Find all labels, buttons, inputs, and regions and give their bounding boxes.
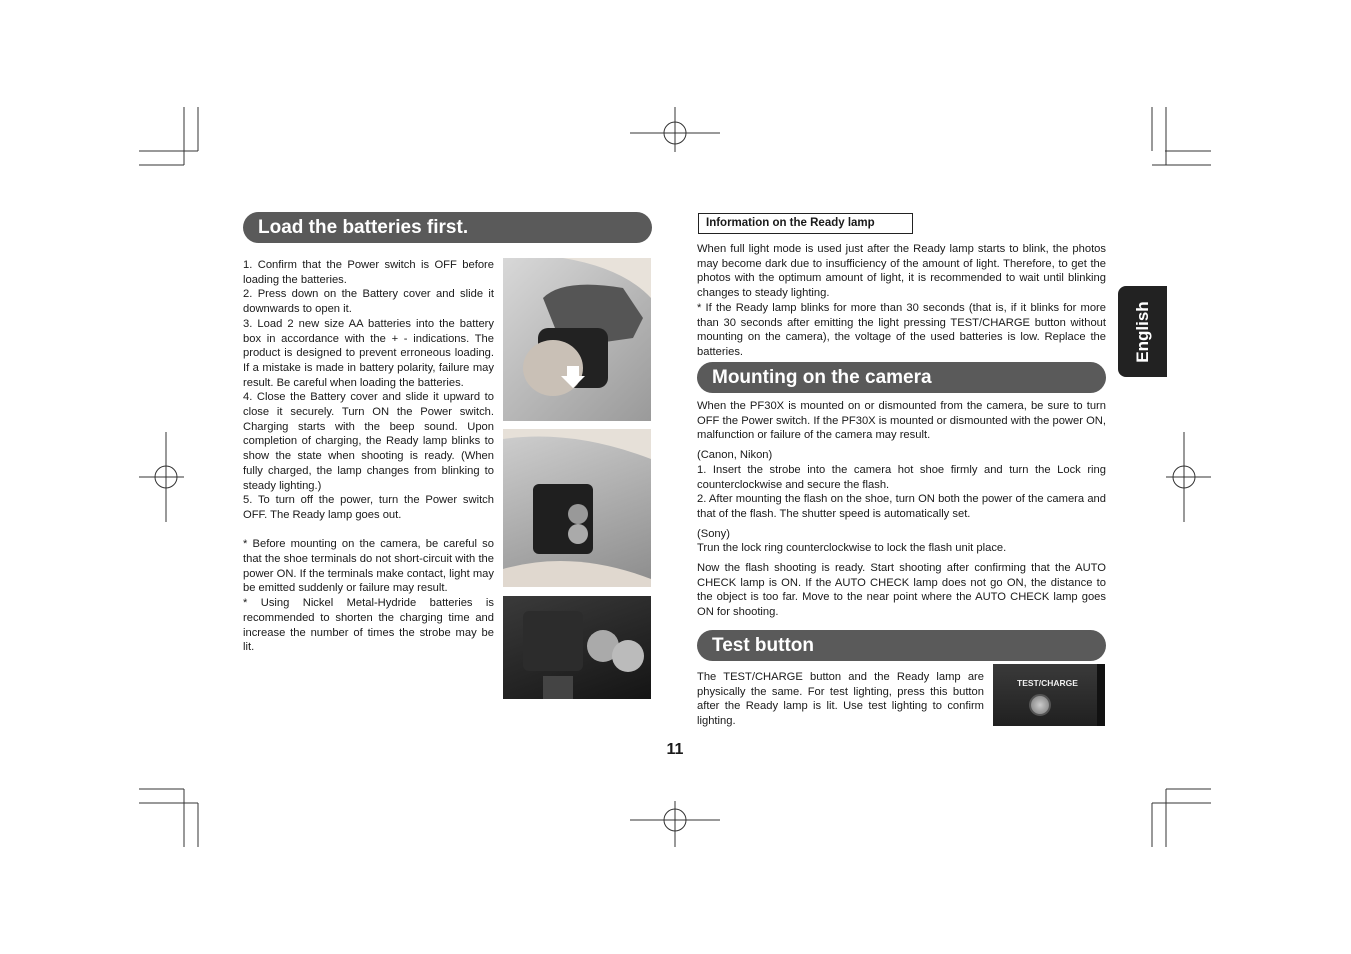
step-2: 2. Press down on the Battery cover and slide it downwards to open it. bbox=[243, 288, 494, 316]
photo-illustration bbox=[503, 258, 651, 421]
language-tab-label: English bbox=[1132, 300, 1152, 363]
language-tab bbox=[1118, 286, 1167, 377]
device-edge bbox=[1097, 664, 1105, 726]
section-heading-mounting: Mounting on the camera bbox=[697, 362, 1106, 393]
ready-text: Now the flash shooting is ready. Start shooting after confirming that the AUTO CHECK lamp is ON. If the AUTO CHECK lamp does not go ON, the distance to the object is too far. Move to the near point where the AUTO CHECK lamp goes ON for shooting. bbox=[697, 562, 1106, 619]
test-charge-label: TEST/CHARGE bbox=[1017, 678, 1078, 688]
step-5: 5. To turn off the power, turn the Power switch OFF. The Ready lamp goes out. bbox=[243, 494, 494, 521]
page-number: 11 bbox=[666, 741, 684, 758]
step-1: 1. Confirm that the Power switch is OFF before loading the batteries. bbox=[243, 259, 494, 286]
ready-lamp-info bbox=[697, 242, 1106, 360]
step-4: 4. Close the Battery cover and slide it upward to close it securely. Turn ON the Power switch. Charging starts with the beep sound. Upon completion of charging, the Ready lamp blinks to show the state when shooting is ready. (When fully charged, the lamp changes from blinking to steady lighting.) bbox=[243, 391, 494, 492]
photo-open-battery-cover bbox=[503, 258, 651, 421]
sony-text: Trun the lock ring counterclockwise to lock the flash unit place. bbox=[697, 542, 1007, 555]
canon-step-2: 2. After mounting the flash on the shoe, turn ON both the power of the camera and that of the flash. The shutter speed is automatically set. bbox=[697, 493, 1106, 520]
info-paragraph: * If the Ready lamp blinks for more than 30 seconds (that is, if it blinks for more than 30 seconds after emitting the light pressing TEST/CHARGE button without mounting on the camera), the voltage of the used batteries is low. Replace the batteries. bbox=[697, 301, 1106, 358]
photo-illustration bbox=[503, 429, 651, 587]
step-3: 3. Load 2 new size AA batteries into the battery box in accordance with the + - indications. The product is designed to prevent erroneous loading. If a mistake is made in battery polarity, failure may result. Be careful when loading the batteries. bbox=[243, 317, 494, 389]
sony-label: (Sony) bbox=[697, 527, 730, 540]
note-nimh-batteries: * Using Nickel Metal-Hydride batteries is recommended to shorten the charging time and increase the number of times the strobe may be lit. bbox=[243, 597, 494, 654]
photo-battery-compartment bbox=[503, 596, 651, 699]
mounting-intro: When the PF30X is mounted on or dismounted from the camera, be sure to turn OFF the Power switch. If the PF30X is mounted or dismounted with the power ON, malfunction or failure of the camera may result. bbox=[697, 400, 1106, 442]
info-paragraph: When full light mode is used just after the Ready lamp starts to blink, the photos may become dark due to insufficiency of the amount of light. Therefore, to get the photos with the optimum amount of light, it is recommended to wait until blinking changes to steady lighting. bbox=[697, 243, 1106, 300]
photo-insert-batteries bbox=[503, 429, 651, 587]
canon-step-1: 1. Insert the strobe into the camera hot shoe firmly and turn the Lock ring counterclockwise and secure the flash. bbox=[697, 463, 1106, 491]
canon-nikon-label: (Canon, Nikon) bbox=[697, 449, 773, 462]
mounting-instructions bbox=[697, 399, 1106, 620]
photo-test-charge-button bbox=[993, 664, 1105, 726]
section-heading-test-button: Test button bbox=[697, 630, 1106, 661]
test-button-text: The TEST/CHARGE button and the Ready lamp are physically the same. For test lighting, press this button after the Ready lamp is lit. Use test lighting to confirm lighting. bbox=[697, 671, 984, 728]
info-ready-lamp-title: Information on the Ready lamp bbox=[698, 213, 913, 234]
note-shoe-terminals: * Before mounting on the camera, be careful so that the shoe terminals do not short-circuit with the power ON. If the terminals make contact, light may be emitted suddenly or failure may result. bbox=[243, 538, 494, 595]
section-heading-load-batteries: Load the batteries first. bbox=[243, 212, 652, 243]
test-charge-button-icon bbox=[1029, 694, 1051, 716]
battery-steps bbox=[243, 258, 494, 655]
photo-illustration bbox=[503, 596, 651, 699]
